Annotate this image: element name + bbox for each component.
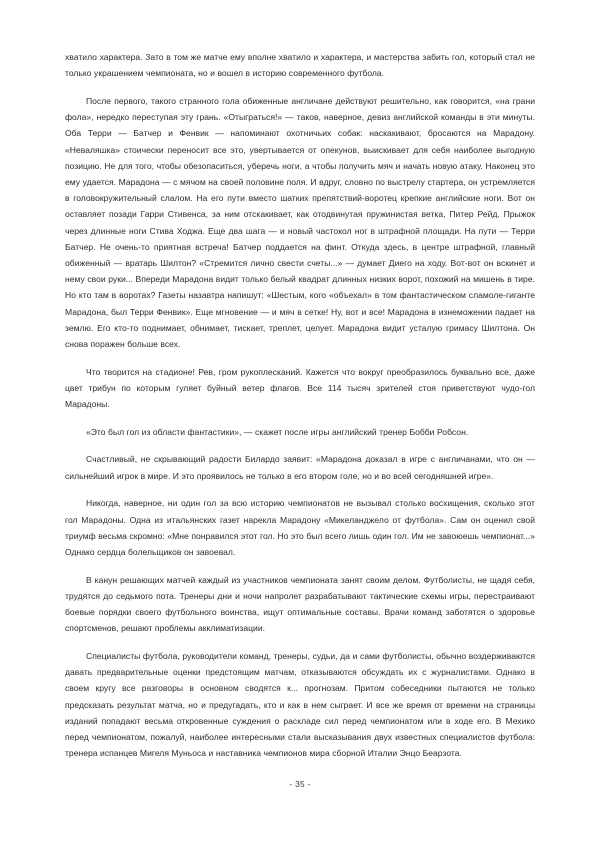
paragraph: Специалисты футбола, руководители команд, тренеры, судьи, да и сами футболисты, обычно воздерживаются давать предварительные оценки предстоящим матчам, отказываются обсуждать их с журналистами. Однако в своем кругу все разговоры в основном сводятся к... прогнозам. Притом собеседники пытаются не только предсказать результат матча, но и предугадать, кто и как в нем сыграет. И все же время от времени на страницы изданий попадают весьма откровенные суждения о раскладе сил перед чемпионатом или в ходе его. В Мехико перед чемпионатом, пожалуй, наиболее интересными стали высказывания двух известных специалистов футбола: тренера испанцев Мигеля Муньоса и наставника чемпионов мира сборной Италии Энцо Беарзота. [65, 651, 535, 759]
page-body-text [65, 49, 535, 761]
paragraph-continued: хватило характера. Зато в том же матче ему вполне хватило и характера, и мастерства забить гол, который стал не только украшением чемпионата, но и вошел в историю современного футбола. [65, 52, 535, 79]
paragraph: В канун решающих матчей каждый из участников чемпионата занят своим делом. Футболисты, не щадя себя, трудятся до седьмого пота. Тренеры дни и ночи напролет разрабатывают тактические схемы игры, перестраивают боевые порядки своего футбольного воинства, ищут оптимальные составы. Врачи команд заботятся о здоровье спортсменов, решают проблемы акклиматизации. [65, 574, 535, 634]
paragraph: Никогда, наверное, ни один гол за всю историю чемпионатов не вызывал столько восхищения, сколько этот гол Марадоны. Одна из итальянских газет нарекла Марадону «Микеланджело от футбола». Сам он оценил свой триумф весьма скромно: «Мне понравился этот гол. Но это был всего лишь один гол. Им не завоюешь чемпионат...» Однако сердца болельщиков он завоевал. [65, 498, 535, 557]
paragraph: После первого, такого странного гола обиженные англичане действуют решительно, как говорится, «на грани фола», нередко переступая эту грань. «Отыграться!» — таков, наверное, девиз английской команды в эти минуты. Оба Терри — Батчер и Фенвик — напоминают охотничьих собак: наскакивают, бросаются на Марадону. «Неваляшка» стоически переносит все это, увертывается от опекунов, выискивает для себя наиболее выгодную позицию. Не для того, чтобы обезопаситься, уберечь ноги, а чтобы получить мяч и начать новую атаку. Наконец это ему удается. Марадона — с мячом на своей половине поля. И вдруг, словно по выстрелу стартера, он устремляется в головокружительный слалом. На его пути вместо шатких препятствий-воротец крепкие английские ноги. Вот он оставляет позади Гарри Стивенса, за ним отскакивает, как отодвинутая пружинистая ветка, Питер Рейд. Прыжок через длинные ноги Стива Ходжа. Еще два шага — и новый частокол ног в штрафной площади. На пути — Терри Батчер. Не очень-то приятная встреча! Батчер поддается на финт. Откуда здесь, в центре штрафной, главный обиженный — вратарь Шилтон? «Стремится лично свести счеты...» — думает Диего на ходу. Вот-вот он вскинет и нему свои руки... Впереди Марадона видит только белый квадрат длинных низких ворот, похожий на мишень в тире. Но кто там в воротах? Газеты назавтра напишут: «Шестым, кого «объехал» в том фантастическом сламоле-гиганте Марадона, был Терри Фенвик». Еще мгновение — и мяч в сетке! Ну, вот и все! Марадона в изнеможении падает на землю. Его кто-то поднимает, обнимает, тискает, треплет, целует. Марадона видит усталую гримасу Шилтона. Он снова поражен больше всех. [65, 95, 535, 349]
page-number: - 35 - [289, 779, 311, 789]
paragraph: Что творится на стадионе! Рев, гром рукоплесканий. Кажется что вокруг преобразилось буквально все, даже цвет трибун по которым гуляет буйный ветер флагов. Все 114 тысяч зрителей стоя приветствуют чудо-гол Марадоны. [65, 366, 535, 410]
paragraph: «Это был гол из области фантастики», — скажет после игры английский тренер Бобби Робсон. [86, 426, 469, 437]
paragraph: Счастливый, не скрывающий радости Билардо заявит: «Марадона доказал в игре с англичанами, что он — сильнейший игрок в мире. И это проявилось не только в его втором голе, но и во всей сегодняшней игре». [65, 454, 535, 481]
